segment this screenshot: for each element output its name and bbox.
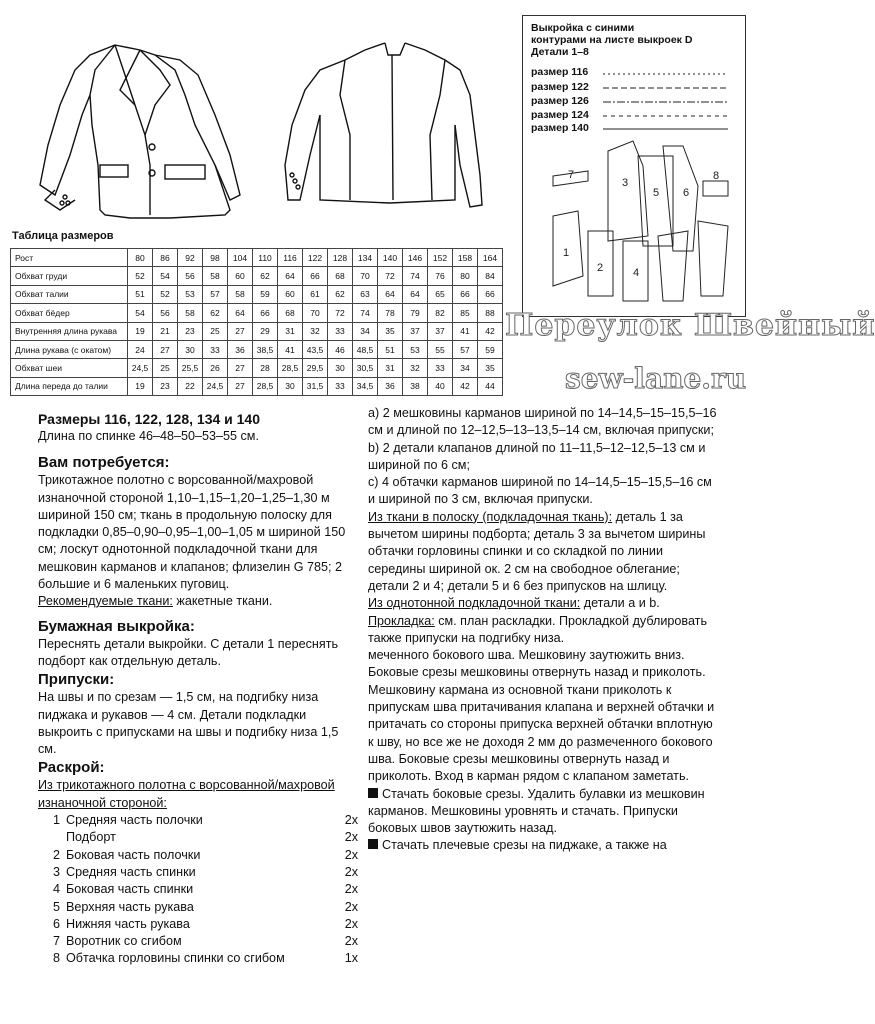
size-table-cell: 70 — [353, 267, 378, 285]
size-table-cell: 76 — [428, 267, 453, 285]
part-quantity: 2x — [344, 916, 358, 931]
size-table-cell: 55 — [428, 340, 453, 358]
size-table-cell: 92 — [178, 249, 203, 267]
svg-text:5: 5 — [653, 187, 660, 199]
part-name: Боковая часть спинки — [66, 882, 194, 897]
size-table-cell: 23 — [153, 377, 178, 395]
size-table-cell: 33 — [428, 359, 453, 377]
plain-lining-cut — [368, 595, 720, 612]
size-table-cell: 66 — [253, 304, 278, 322]
size-table-cell: 59 — [253, 285, 278, 303]
size-table-cell: 40 — [428, 377, 453, 395]
pattern-legend-box — [522, 15, 746, 317]
size-table-cell: 42 — [453, 377, 478, 395]
recommended-fabrics — [38, 593, 358, 610]
size-table-cell: 51 — [128, 285, 153, 303]
size-table-cell: 64 — [378, 285, 403, 303]
part-number: 3 — [52, 864, 60, 879]
size-table-cell: 56 — [178, 267, 203, 285]
size-table-cell: 38 — [403, 377, 428, 395]
size-table-cell: 66 — [478, 285, 503, 303]
step-bullet-icon — [368, 839, 378, 849]
size-table-cell: 152 — [428, 249, 453, 267]
size-table-cell: 88 — [478, 304, 503, 322]
size-table-cell: 74 — [403, 267, 428, 285]
size-table-cell: 24,5 — [203, 377, 228, 395]
size-table-row-label: Обхват бёдер — [11, 304, 128, 322]
pattern-legend-parts: Детали 1–8 — [531, 46, 589, 58]
size-table-cell: 30,5 — [353, 359, 378, 377]
size-table-row-label: Рост — [11, 249, 128, 267]
allowances-text: На швы и по срезам — 1,5 см, на подгибку низа пиджака и рукавов — 4 см. Детали подкладки выкроить с припусками на швы и подгибку низа 1,5 см. — [38, 690, 339, 757]
size-table-title: Таблица размеров — [12, 230, 114, 242]
stripe-fabric-cut — [368, 509, 720, 595]
watermark-line1: Переулок Швейный — [505, 308, 875, 343]
pattern-legend-line2: контурами на листе выкроек D — [531, 34, 693, 46]
svg-text:8: 8 — [713, 170, 720, 182]
allowances-heading: Припуски: — [38, 671, 115, 689]
part-name: Нижняя часть рукава — [66, 916, 190, 931]
svg-text:4: 4 — [633, 267, 640, 279]
right-column — [368, 405, 720, 855]
size-table-cell: 33 — [328, 377, 353, 395]
size-table-cell: 27 — [228, 322, 253, 340]
part-name: Обтачка горловины спинки со сгибом — [66, 951, 285, 966]
part-quantity: 2x — [344, 934, 358, 949]
size-table-cell: 19 — [128, 377, 153, 395]
part-quantity: 2x — [344, 899, 358, 914]
size-table-cell: 31 — [278, 322, 303, 340]
size-table-cell: 57 — [453, 340, 478, 358]
size-table-cell: 70 — [303, 304, 328, 322]
size-table-cell: 27 — [153, 340, 178, 358]
materials-heading: Вам потребуется: — [38, 454, 170, 472]
cutting-list-item — [38, 881, 358, 898]
size-table-row-label: Длина рукава (с окатом) — [11, 340, 128, 358]
size-table-cell: 54 — [128, 304, 153, 322]
size-table-cell: 110 — [253, 249, 278, 267]
interfacing-label: Прокладка: — [368, 613, 435, 628]
jacket-front-drawing — [40, 45, 240, 218]
interfacing-text: см. план раскладки. Прокладкой дублировать также припуски на подгибку низа. — [368, 613, 708, 645]
part-quantity: 2x — [344, 847, 358, 862]
step-bullet-icon — [368, 788, 378, 798]
size-table-cell: 64 — [278, 267, 303, 285]
step-shoulder-seams-text: Стачать плечевые срезы на пиджаке, а также на — [382, 838, 667, 853]
size-table-row-label: Обхват шеи — [11, 359, 128, 377]
size-table-cell: 62 — [203, 304, 228, 322]
size-legend-140: размер 140 — [531, 122, 589, 134]
size-table-cell: 86 — [153, 249, 178, 267]
size-table-cell: 104 — [228, 249, 253, 267]
recommended-text: жакетные ткани. — [172, 594, 273, 609]
size-table-cell: 80 — [453, 267, 478, 285]
size-table-cell: 33 — [328, 322, 353, 340]
size-table-cell: 58 — [178, 304, 203, 322]
size-table-cell: 84 — [478, 267, 503, 285]
size-table-cell: 72 — [378, 267, 403, 285]
size-table-cell: 34 — [453, 359, 478, 377]
cutting-list-item — [38, 829, 358, 846]
recommended-label: Рекомендуемые ткани: — [38, 594, 173, 609]
size-table-cell: 53 — [403, 340, 428, 358]
size-legend-124: размер 124 — [531, 109, 589, 121]
size-table-cell: 85 — [453, 304, 478, 322]
size-table-cell: 19 — [128, 322, 153, 340]
size-table-cell: 29,5 — [303, 359, 328, 377]
cutting-list-item — [38, 899, 358, 916]
size-table-cell: 134 — [353, 249, 378, 267]
size-table-row — [11, 322, 503, 340]
size-table-cell: 30 — [278, 377, 303, 395]
size-table-cell: 36 — [378, 377, 403, 395]
svg-text:6: 6 — [683, 187, 690, 199]
size-table-row — [11, 304, 503, 322]
jacket-illustrations — [20, 15, 490, 230]
size-table-cell: 56 — [153, 304, 178, 322]
size-table-cell: 64 — [228, 304, 253, 322]
size-table-cell: 34,5 — [353, 377, 378, 395]
cutting-list-item — [38, 847, 358, 864]
size-table-row-label: Внутренняя длина рукава — [11, 322, 128, 340]
size-table-cell: 23 — [178, 322, 203, 340]
part-number: 5 — [52, 899, 60, 914]
svg-text:1: 1 — [563, 247, 570, 259]
part-number: 6 — [52, 916, 60, 931]
size-table-cell: 21 — [153, 322, 178, 340]
part-name: Воротник со сгибом — [66, 934, 182, 949]
size-table-cell: 24,5 — [128, 359, 153, 377]
size-table-cell: 65 — [428, 285, 453, 303]
size-table-cell: 41 — [453, 322, 478, 340]
pattern-pieces-drawing — [523, 16, 745, 316]
step-side-seams-text: Стачать боковые срезы. Удалить булавки из мешковин карманов. Мешковины уровнять и стачать. Припуски боковых швов заутюжить назад. — [368, 786, 705, 836]
size-table-cell: 53 — [178, 285, 203, 303]
size-table-row — [11, 267, 503, 285]
plain-lining-label: Из однотонной подкладочной ткани: — [368, 596, 581, 611]
pattern-legend-line1: Выкройка с синими — [531, 22, 635, 34]
size-table-cell: 122 — [303, 249, 328, 267]
cut-item-a: a) 2 мешковины карманов шириной по 14–14,5–15–15,5–16 см и длиной по 12–12,5–13–13,5–14 см, включая припуски; — [368, 406, 717, 438]
cutting-intro: Из трикотажного полотна с ворсованной/махровой изнаночной стороной: — [38, 778, 335, 810]
size-table-cell: 43,5 — [303, 340, 328, 358]
size-table-cell: 82 — [428, 304, 453, 322]
size-table-cell: 31 — [378, 359, 403, 377]
size-table-cell: 35 — [478, 359, 503, 377]
paper-pattern-heading: Бумажная выкройка: — [38, 617, 195, 635]
part-name: Боковая часть полочки — [66, 847, 201, 862]
part-name: Верхняя часть рукава — [66, 899, 194, 914]
materials-text: Трикотажное полотно с ворсованной/махровой изнаночной стороной 1,10–1,15–1,20–1,25–1,30 м шириной 150 см; ткань в продольную полоску для подкладки 0,85–0,90–0,95–1,00–1,05 м шириной 150 см; лоскут однотонной подкладочной ткани для мешковин карманов и клапанов; флизелин G 785; 2 большие и 6 маленьких пуговиц. — [38, 473, 346, 592]
cutting-list — [38, 812, 358, 968]
size-legend-122: размер 122 — [531, 81, 589, 93]
size-table-cell: 33 — [203, 340, 228, 358]
cutting-list-item — [38, 864, 358, 881]
size-table-row — [11, 285, 503, 303]
instructions-continued: меченного бокового шва. Мешковину заутюжить вниз. Боковые срезы мешковины отвернуть назад и приколоть. Мешковину кармана из основной ткани приколоть к припускам шва притачивания клапана и верхней обтачки и притачать со стороны припуска верхней обтачки вплотную к шву, но все же не доходя 2 мм до размеченного бокового шва. Боковые срезы мешковины отвернуть назад и приколоть. Вход в карман рядом с клапаном заметать. — [368, 648, 715, 784]
size-table-cell: 66 — [453, 285, 478, 303]
size-table-cell: 34 — [353, 322, 378, 340]
interfacing — [368, 613, 720, 648]
svg-text:2: 2 — [597, 262, 604, 274]
step-side-seams — [368, 786, 720, 838]
plain-lining-text: детали a и b. — [580, 596, 660, 611]
size-table-cell: 26 — [203, 359, 228, 377]
size-table-cell: 28,5 — [253, 377, 278, 395]
size-table-cell: 66 — [303, 267, 328, 285]
size-table-cell: 68 — [278, 304, 303, 322]
size-table-cell: 54 — [153, 267, 178, 285]
size-table-cell: 59 — [478, 340, 503, 358]
size-table-cell: 38,5 — [253, 340, 278, 358]
size-table-cell: 140 — [378, 249, 403, 267]
part-number: 4 — [52, 882, 60, 897]
size-table-cell: 30 — [328, 359, 353, 377]
size-table-row — [11, 377, 503, 395]
stripe-fabric-label: Из ткани в полоску (подкладочная ткань): — [368, 509, 613, 524]
size-table-cell: 51 — [378, 340, 403, 358]
size-table-cell: 32 — [403, 359, 428, 377]
size-table-cell: 29 — [253, 322, 278, 340]
size-table-cell: 58 — [228, 285, 253, 303]
size-table-cell: 28 — [253, 359, 278, 377]
size-table-cell: 22 — [178, 377, 203, 395]
size-table-cell: 27 — [228, 359, 253, 377]
size-table-cell: 164 — [478, 249, 503, 267]
size-table-row-label: Обхват талии — [11, 285, 128, 303]
size-table-cell: 25 — [153, 359, 178, 377]
part-name: Средняя часть полочки — [66, 813, 203, 828]
sizes-title: Размеры 116, 122, 128, 134 и 140 — [38, 411, 261, 427]
size-table-cell: 42 — [478, 322, 503, 340]
size-table-cell: 32 — [303, 322, 328, 340]
size-table-cell: 44 — [478, 377, 503, 395]
size-table — [10, 248, 503, 396]
size-table-cell: 72 — [328, 304, 353, 322]
size-table-cell: 37 — [403, 322, 428, 340]
watermark-line2: sew-lane.ru — [565, 362, 747, 395]
part-number — [38, 829, 66, 846]
size-table-cell: 57 — [203, 285, 228, 303]
size-table-cell: 36 — [228, 340, 253, 358]
size-legend-126: размер 126 — [531, 95, 589, 107]
part-name: Подборт — [66, 830, 116, 845]
cutting-list-item — [38, 916, 358, 933]
size-table-row-label: Обхват груди — [11, 267, 128, 285]
part-number: 7 — [52, 934, 60, 949]
size-table-cell: 98 — [203, 249, 228, 267]
part-number: 8 — [52, 951, 60, 966]
size-table-cell: 63 — [353, 285, 378, 303]
size-table-cell: 46 — [328, 340, 353, 358]
jacket-back-drawing — [285, 43, 482, 207]
size-table-cell: 52 — [128, 267, 153, 285]
size-table-cell: 28,5 — [278, 359, 303, 377]
cutting-list-item — [38, 812, 358, 829]
size-table-row-label: Длина переда до талии — [11, 377, 128, 395]
cut-item-b: b) 2 детали клапанов длиной по 11–11,5–12–12,5–13 см и шириной по 6 см; — [368, 440, 706, 472]
part-quantity: 2x — [344, 830, 358, 845]
left-column — [38, 410, 358, 968]
size-table-cell: 79 — [403, 304, 428, 322]
size-table-cell: 146 — [403, 249, 428, 267]
svg-text:7: 7 — [568, 169, 575, 181]
size-table-cell: 48,5 — [353, 340, 378, 358]
size-table-cell: 25,5 — [178, 359, 203, 377]
part-quantity: 2x — [344, 864, 358, 879]
size-table-cell: 58 — [203, 267, 228, 285]
part-quantity: 2x — [344, 882, 358, 897]
size-table-cell: 37 — [428, 322, 453, 340]
step-shoulder-seams — [368, 837, 720, 854]
size-table-cell: 62 — [328, 285, 353, 303]
size-table-cell: 41 — [278, 340, 303, 358]
size-table-cell: 30 — [178, 340, 203, 358]
part-quantity: 1x — [344, 951, 358, 966]
stripe-fabric-text: деталь 1 за вычетом ширины подборта; деталь 3 за вычетом ширины обтачки горловины спинки и со складкой по линии середины шириной ок. 2 см на свободное облегание; детали 2 и 4; детали 5 и 6 без припусков на шлицу. — [368, 509, 706, 593]
paper-pattern-text: Переснять детали выкройки. С детали 1 переснять подборт как отдельную деталь. — [38, 636, 339, 668]
cut-item-c: c) 4 обтачки карманов шириной по 14–14,5–15–15,5–16 см и шириной по 3 см, включая припуски. — [368, 475, 712, 507]
size-legend-116: размер 116 — [531, 66, 589, 78]
part-quantity: 2x — [344, 813, 358, 828]
cutting-heading: Раскрой: — [38, 759, 105, 777]
size-table-row — [11, 359, 503, 377]
part-number: 2 — [52, 847, 60, 862]
size-table-cell: 31,5 — [303, 377, 328, 395]
size-table-cell: 78 — [378, 304, 403, 322]
svg-text:3: 3 — [622, 177, 629, 189]
size-table-cell: 35 — [378, 322, 403, 340]
size-table-cell: 60 — [228, 267, 253, 285]
size-table-cell: 80 — [128, 249, 153, 267]
size-table-header-row — [11, 249, 503, 267]
part-name: Средняя часть спинки — [66, 864, 196, 879]
size-table-cell: 61 — [303, 285, 328, 303]
size-table-cell: 68 — [328, 267, 353, 285]
back-length: Длина по спинке 46–48–50–53–55 см. — [38, 429, 259, 443]
size-table-cell: 62 — [253, 267, 278, 285]
cutting-list-item — [38, 933, 358, 950]
size-table-cell: 158 — [453, 249, 478, 267]
size-table-cell: 128 — [328, 249, 353, 267]
cutting-list-item — [38, 950, 358, 967]
part-number: 1 — [52, 813, 60, 828]
size-table-cell: 64 — [403, 285, 428, 303]
size-table-cell: 52 — [153, 285, 178, 303]
size-table-cell: 24 — [128, 340, 153, 358]
size-table-cell: 60 — [278, 285, 303, 303]
size-table-cell: 74 — [353, 304, 378, 322]
size-table-cell: 116 — [278, 249, 303, 267]
size-table-cell: 25 — [203, 322, 228, 340]
size-table-row — [11, 340, 503, 358]
size-table-cell: 27 — [228, 377, 253, 395]
